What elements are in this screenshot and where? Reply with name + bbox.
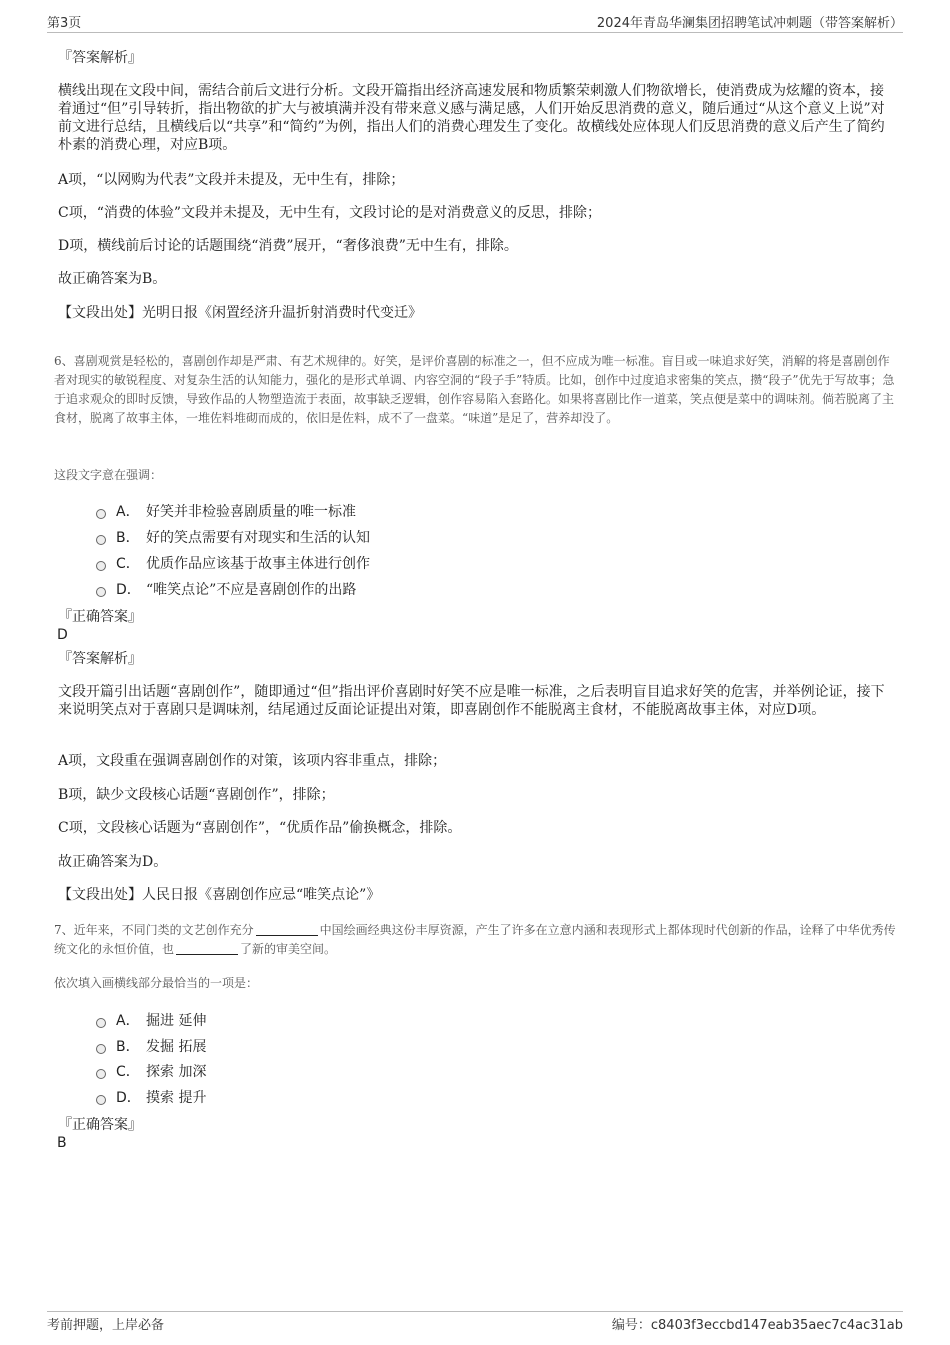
option-text: 摸索 提升 bbox=[146, 1090, 207, 1106]
q6-correct-answer: D bbox=[57, 627, 68, 643]
q6-conclusion: 故正确答案为D。 bbox=[58, 854, 168, 870]
q7-answer-heading: 『正确答案』 bbox=[58, 1117, 142, 1133]
option-text: 发掘 拓展 bbox=[146, 1039, 207, 1055]
document-code: 编号：c8403f3eccbd147eab35aec7c4ac31ab bbox=[611, 1318, 903, 1333]
radio-icon[interactable] bbox=[96, 1095, 106, 1105]
radio-icon[interactable] bbox=[96, 1069, 106, 1079]
q6-answer-heading: 『正确答案』 bbox=[58, 609, 142, 625]
q5-conclusion: 故正确答案为B。 bbox=[58, 271, 167, 287]
option-label: C． bbox=[116, 1064, 140, 1080]
option-label: C． bbox=[116, 556, 140, 572]
q5-option-d-analysis: D项，横线前后讨论的话题围绕“消费”展开，“奢侈浪费”无中生有，排除。 bbox=[58, 238, 518, 254]
q6-passage: 6、喜剧观赏是轻松的，喜剧创作却是严肃、有艺术规律的。好笑，是评价喜剧的标准之一，但不应成为唯一标准。盲目或一味追求好笑，消解的将是喜剧创作者对现实的敏锐程度、对复杂生活的认知能力，强化的是形式单调、内容空洞的“段子手”特质。比如，创作中过度追求密集的笑点，攒“段子”优先于写故事；急于追求观众的即时反馈，导致作品的人物塑造流于表面，故事缺乏逻辑，创作容易陷入套路化。如果将喜剧比作一道菜，笑点便是菜中的调味剂。倘若脱离了主食材，脱离了故事主体，一堆佐料堆砌而成的，依旧是佐料，成不了一盘菜。“味道”是足了，营养却没了。 bbox=[54, 354, 895, 425]
q6-option-a[interactable] bbox=[96, 503, 356, 521]
q5-source: 【文段出处】光明日报《闲置经济升温折射消费时代变迁》 bbox=[58, 305, 422, 321]
q5-analysis-text: 横线出现在文段中间，需结合前后文进行分析。文段开篇指出经济高速发展和物质繁荣刺激人们物欲增长，使消费成为炫耀的资本，接着通过“但”引导转折，指出物欲的扩大与被填满并没有带来意义感与满足感，人们开始反思消费的意义，随后通过“从这个意义上说”对前文进行总结，且横线后以“共享”和“简约”为例，指出人们的消费心理发生了变化。故横线处应体现人们反思消费的意义后产生了简约朴素的消费心理，对应B项。 bbox=[58, 83, 885, 153]
option-label: D． bbox=[116, 1090, 141, 1106]
q6-option-b-analysis: B项，缺少文段核心话题“喜剧创作”，排除； bbox=[58, 787, 335, 803]
radio-icon[interactable] bbox=[96, 587, 106, 597]
q7-passage-part-2: 中国绘画经典这份丰厚资源，产生了许多在立意内涵和表现形式上都体现时代创新的作品，诠释了中华优秀传统文化的永恒价值，也 bbox=[54, 923, 896, 956]
q7-option-c[interactable] bbox=[96, 1063, 206, 1081]
option-label: B． bbox=[116, 1039, 140, 1055]
q6-option-a-analysis: A项，文段重在强调喜剧创作的对策，该项内容非重点，排除； bbox=[58, 753, 447, 769]
q5-analysis-heading: 『答案解析』 bbox=[58, 50, 142, 66]
option-label: A． bbox=[116, 504, 140, 520]
option-label: D． bbox=[116, 582, 141, 598]
q5-option-a-analysis: A项，“以网购为代表”文段并未提及，无中生有，排除； bbox=[58, 172, 405, 188]
header-divider bbox=[47, 32, 903, 33]
option-text: “唯笑点论”不应是喜剧创作的出路 bbox=[146, 582, 357, 598]
q7-passage-part-1: 7、近年来，不同门类的文艺创作充分 bbox=[54, 923, 254, 937]
option-label: A． bbox=[116, 1013, 140, 1029]
radio-icon[interactable] bbox=[96, 535, 106, 545]
page-number: 第3页 bbox=[47, 16, 82, 31]
q6-prompt: 这段文字意在强调： bbox=[54, 468, 163, 482]
q6-source: 【文段出处】人民日报《喜剧创作应忌“唯笑点论”》 bbox=[58, 887, 381, 903]
option-text: 优质作品应该基于故事主体进行创作 bbox=[146, 556, 370, 572]
footer-divider bbox=[47, 1311, 903, 1312]
q5-option-c-analysis: C项，“消费的体验”文段并未提及，无中生有，文段讨论的是对消费意义的反思，排除； bbox=[58, 205, 602, 221]
q7-correct-answer: B bbox=[57, 1135, 67, 1151]
q6-option-c-analysis: C项，文段核心话题为“喜剧创作”，“优质作品”偷换概念，排除。 bbox=[58, 820, 462, 836]
footer-slogan: 考前押题，上岸必备 bbox=[47, 1318, 165, 1333]
radio-icon[interactable] bbox=[96, 1044, 106, 1054]
option-text: 掘进 延伸 bbox=[146, 1013, 207, 1029]
option-label: B． bbox=[116, 530, 140, 546]
q6-option-c[interactable] bbox=[96, 555, 370, 573]
q6-option-d[interactable] bbox=[96, 581, 356, 599]
q7-option-b[interactable] bbox=[96, 1038, 206, 1056]
q7-option-a[interactable] bbox=[96, 1012, 206, 1030]
q6-analysis-heading: 『答案解析』 bbox=[58, 651, 142, 667]
q7-passage bbox=[54, 921, 896, 959]
option-text: 探索 加深 bbox=[146, 1064, 207, 1080]
fill-in-blank bbox=[256, 923, 318, 936]
radio-icon[interactable] bbox=[96, 509, 106, 519]
radio-icon[interactable] bbox=[96, 561, 106, 571]
document-title: 2024年青岛华澜集团招聘笔试冲刺题（带答案解析） bbox=[596, 16, 903, 31]
fill-in-blank bbox=[176, 942, 238, 955]
q7-prompt: 依次填入画横线部分最恰当的一项是： bbox=[54, 976, 259, 990]
q6-analysis-text: 文段开篇引出话题“喜剧创作”，随即通过“但”指出评价喜剧时好笑不应是唯一标准，之后表明盲目追求好笑的危害，并举例论证，接下来说明笑点对于喜剧只是调味剂，结尾通过反面论证提出对策，即喜剧创作不能脱离主食材，不能脱离故事主体，对应D项。 bbox=[58, 684, 885, 718]
q7-option-d[interactable] bbox=[96, 1089, 206, 1107]
q7-passage-part-3: 了新的审美空间。 bbox=[240, 942, 337, 956]
option-text: 好笑并非检验喜剧质量的唯一标准 bbox=[146, 504, 356, 520]
radio-icon[interactable] bbox=[96, 1018, 106, 1028]
option-text: 好的笑点需要有对现实和生活的认知 bbox=[146, 530, 370, 546]
q6-option-b[interactable] bbox=[96, 529, 370, 547]
